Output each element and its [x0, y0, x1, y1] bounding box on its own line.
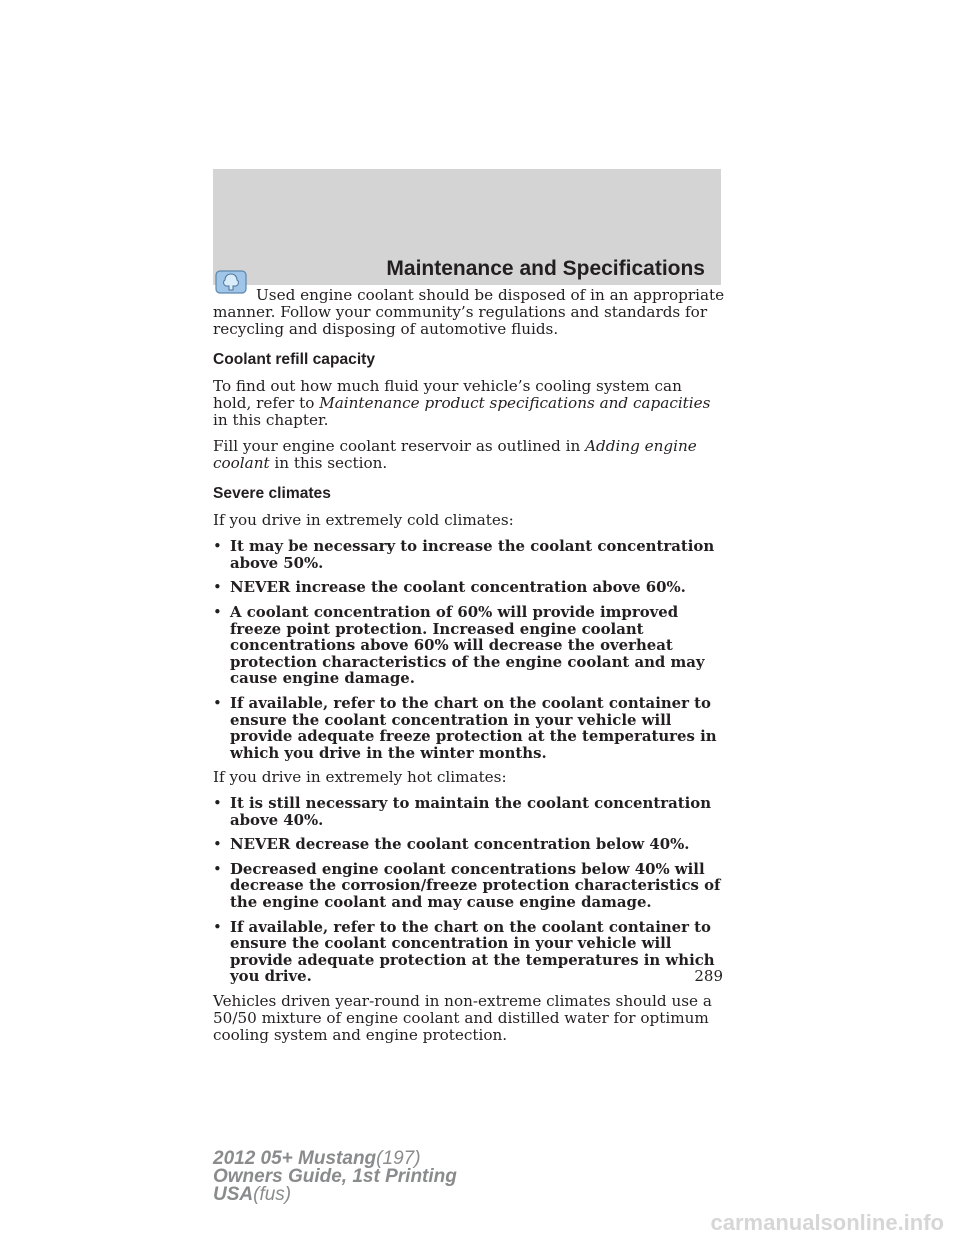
- cold-climates-intro: If you drive in extremely cold climates:: [213, 511, 514, 530]
- bullet-icon: •: [213, 537, 222, 556]
- cross-reference-link: Adding engine coolant: [213, 436, 697, 472]
- severe-climates-heading: Severe climates: [213, 485, 331, 503]
- hot-climates-intro: If you drive in extremely hot climates:: [213, 768, 507, 787]
- footer-line-3: [213, 1186, 457, 1204]
- list-item: [213, 695, 725, 761]
- coolant-refill-paragraph-2: [213, 438, 725, 472]
- list-item: [213, 604, 725, 687]
- recycle-icon: [215, 270, 247, 294]
- recycling-note-text: Used engine coolant should be disposed of in an appropriate manner. Follow your community’s regulations and standards for recycling and disposing of automotive fluids.: [213, 286, 725, 338]
- list-item-text: It may be necessary to increase the coolant concentration above 50%.: [230, 537, 715, 572]
- bullet-icon: •: [213, 835, 222, 854]
- list-item-text: NEVER decrease the coolant concentration below 40%.: [230, 835, 690, 854]
- text-span: To find out how much fluid your vehicle’s cooling system can hold, refer to: [213, 377, 682, 413]
- document-footer: [213, 1150, 457, 1204]
- text-span: in this chapter.: [213, 410, 329, 429]
- list-item-text: NEVER increase the coolant concentration above 60%.: [230, 578, 686, 597]
- non-extreme-climates-paragraph: Vehicles driven year-round in non-extreme climates should use a 50/50 mixture of engine coolant and distilled water for optimum cooling system and engine protection.: [213, 992, 712, 1044]
- cold-climates-list: [213, 538, 725, 761]
- cross-reference-link: Maintenance product specifications and capacities: [319, 394, 711, 413]
- list-item-text: If available, refer to the chart on the coolant container to ensure the coolant concentration in your vehicle will provide adequate freeze protection at the temperatures in which you drive in the winter months.: [230, 693, 717, 762]
- bullet-icon: •: [213, 602, 222, 621]
- coolant-refill-paragraph-1: [213, 378, 725, 428]
- section-title: Maintenance and Specifications: [386, 257, 705, 280]
- section-header-band: [213, 169, 721, 285]
- list-item: [213, 538, 725, 571]
- footer-market-code: (fus): [253, 1184, 292, 1205]
- text-span: in this section.: [269, 453, 388, 472]
- list-item-text: If available, refer to the chart on the coolant container to ensure the coolant concentration in your vehicle will provide adequate protection at the temperatures in which you drive.: [230, 917, 715, 986]
- hot-climates-list: [213, 795, 725, 985]
- footer-model: 2012 05+ Mustang: [213, 1148, 377, 1169]
- list-item: [213, 836, 725, 853]
- list-item: [213, 795, 725, 828]
- bullet-icon: •: [213, 917, 222, 936]
- page-number: 289: [694, 967, 723, 985]
- page-content: [213, 287, 725, 1052]
- recycling-note: [213, 287, 725, 337]
- footer-model-code: (197): [376, 1148, 421, 1169]
- list-item: [213, 579, 725, 596]
- list-item-text: Decreased engine coolant concentrations below 40% will decrease the corrosion/freeze protection characteristics of the engine coolant and may cause engine damage.: [230, 859, 721, 912]
- bullet-icon: •: [213, 693, 222, 712]
- footer-printing: Owners Guide, 1st Printing: [213, 1166, 457, 1187]
- bullet-icon: •: [213, 578, 222, 597]
- bullet-icon: •: [213, 794, 222, 813]
- list-item: [213, 919, 725, 985]
- watermark: carmanualsonline.info: [710, 1210, 944, 1235]
- bullet-icon: •: [213, 859, 222, 878]
- list-item-text: It is still necessary to maintain the coolant concentration above 40%.: [230, 794, 712, 829]
- coolant-refill-heading: Coolant refill capacity: [213, 351, 376, 369]
- list-item: [213, 861, 725, 911]
- text-span: Fill your engine coolant reservoir as outlined in: [213, 436, 586, 455]
- footer-market: USA: [213, 1184, 254, 1205]
- list-item-text: A coolant concentration of 60% will provide improved freeze point protection. Increased engine coolant concentrations above 60% will decrease the overheat protection characteristics of the engine coolant and may cause engine damage.: [230, 602, 705, 688]
